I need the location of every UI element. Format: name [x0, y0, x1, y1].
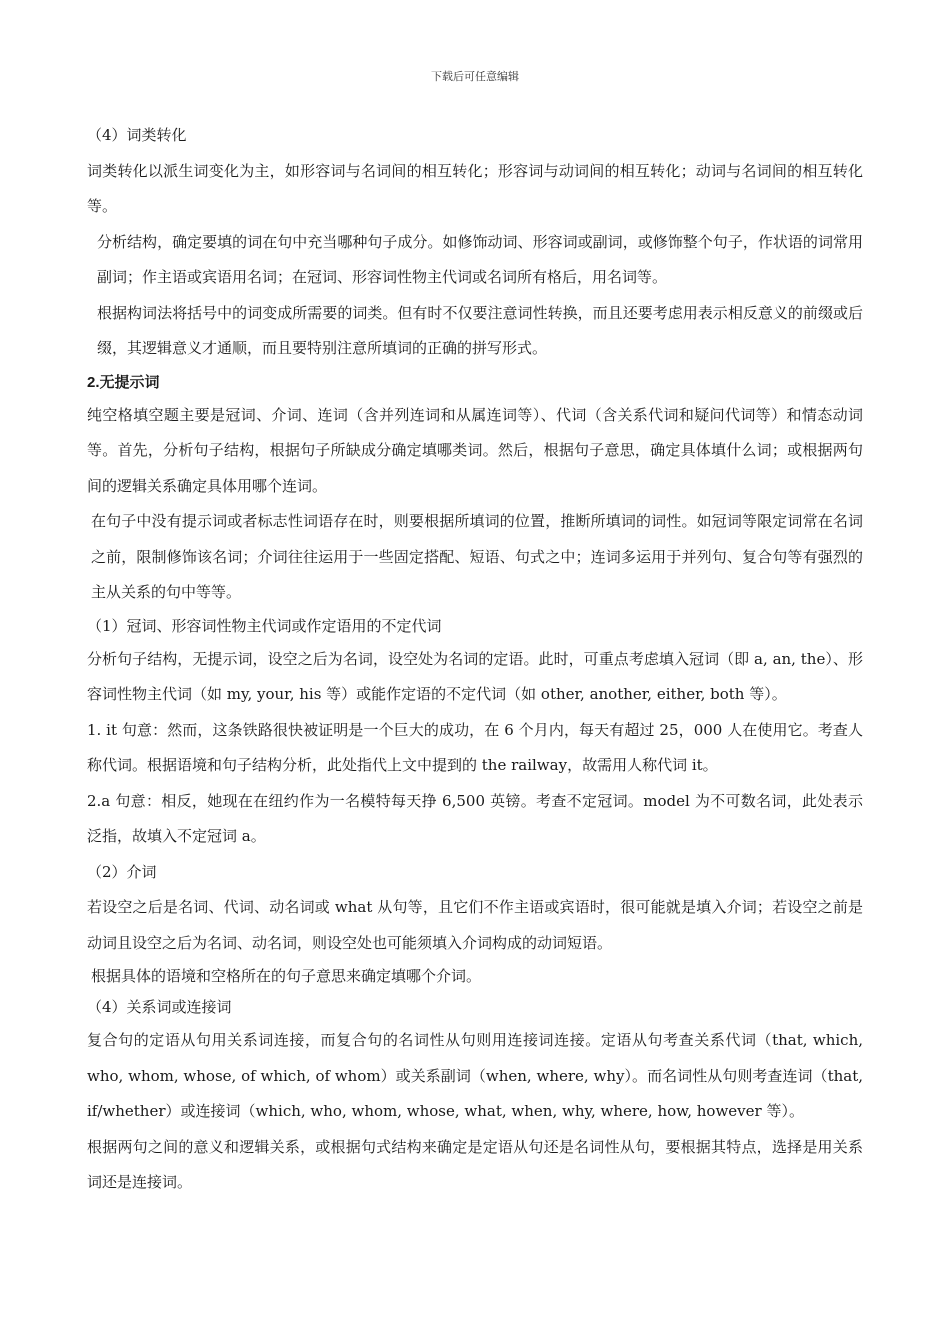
- paragraph: 复合句的定语从句用关系词连接，而复合句的名词性从句则用连接词连接。定语从句考查关系代词（that, which, who, whom, whose, of which, of whom）或关系副词（when, where, why）。而名词性从句则考查连词（that, if/whether）或连接词（which, who, whom, whose, what, when, why, where, how, however 等）。: [87, 1031, 863, 1120]
- paragraph: 分析句子结构，无提示词，设空之后为名词，设空处为名词的定语。此时，可重点考虑填入冠词（即 a, an, the）、形容词性物主代词（如 my, your, his 等）或能作定语的不定代词（如 other, another, either, both 等）。: [87, 649, 863, 703]
- paragraph: 在句子中没有提示词或者标志性词语存在时，则要根据所填词的位置，推断所填词的词性。如冠词等限定词常在名词之前，限制修饰该名词；介词往往运用于一些固定搭配、短语、句式之中；连词多运用于并列句、复合句等有强烈的主从关系的句中等等。: [91, 512, 863, 601]
- example-answer: 1. it 句意：然而，这条铁路很快被证明是一个巨大的成功，在 6 个月内，每天有超过 25，000 人在使用它。考查人称代词。根据语境和句子结构分析，此处指代上文中提到的 the railway，故需用人称代词 it。: [87, 720, 863, 774]
- paragraph: 纯空格填空题主要是冠词、介词、连词（含并列连词和从属连词等）、代词（含关系代词和疑问代词等）和情态动词等。首先，分析句子结构，根据句子所缺成分确定填哪类词。然后，根据句子意思，确定具体填什么词；或根据两句间的逻辑关系确定具体用哪个连词。: [87, 405, 863, 495]
- page-header: 下载后可任意编辑: [431, 70, 519, 83]
- paragraph: 词类转化以派生词变化为主，如形容词与名词间的相互转化；形容词与动词间的相互转化；动词与名词间的相互转化等。: [87, 161, 863, 215]
- subsection-heading: （2）介词: [87, 862, 157, 881]
- example-answer: 2.a 句意：相反，她现在在纽约作为一名模特每天挣 6,500 英镑。考查不定冠词。model 为不可数名词，此处表示泛指，故填入不定冠词 a。: [87, 791, 863, 845]
- paragraph: 若设空之后是名词、代词、动名词或 what 从句等，且它们不作主语或宾语时，很可能就是填入介词；若设空之前是动词且设空之后为名词、动名词，则设空处也可能须填入介词构成的动词短语。: [87, 898, 863, 952]
- subsection-heading: （4）关系词或连接词: [87, 998, 232, 1016]
- paragraph: 根据具体的语境和空格所在的句子意思来确定填哪个介词。: [91, 967, 482, 985]
- section-heading: 2.无提示词: [87, 373, 160, 391]
- subsection-heading: （4）词类转化: [87, 126, 187, 144]
- paragraph: 分析结构，确定要填的词在句中充当哪种句子成分。如修饰动词、形容词或副词，或修饰整个句子，作状语的词常用副词；作主语或宾语用名词；在冠词、形容词性物主代词或名词所有格后，用名词等。: [97, 232, 863, 286]
- subsection-heading: （1）冠词、形容词性物主代词或作定语用的不定代词: [87, 616, 442, 635]
- document-body: [87, 118, 863, 1201]
- paragraph: 根据两句之间的意义和逻辑关系，或根据句式结构来确定是定语从句还是名词性从句，要根据其特点，选择是用关系词还是连接词。: [87, 1137, 863, 1191]
- paragraph: 根据构词法将括号中的词变成所需要的词类。但有时不仅要注意词性转换，而且还要考虑用表示相反意义的前缀或后缀，其逻辑意义才通顺，而且要特别注意所填词的正确的拼写形式。: [97, 303, 863, 357]
